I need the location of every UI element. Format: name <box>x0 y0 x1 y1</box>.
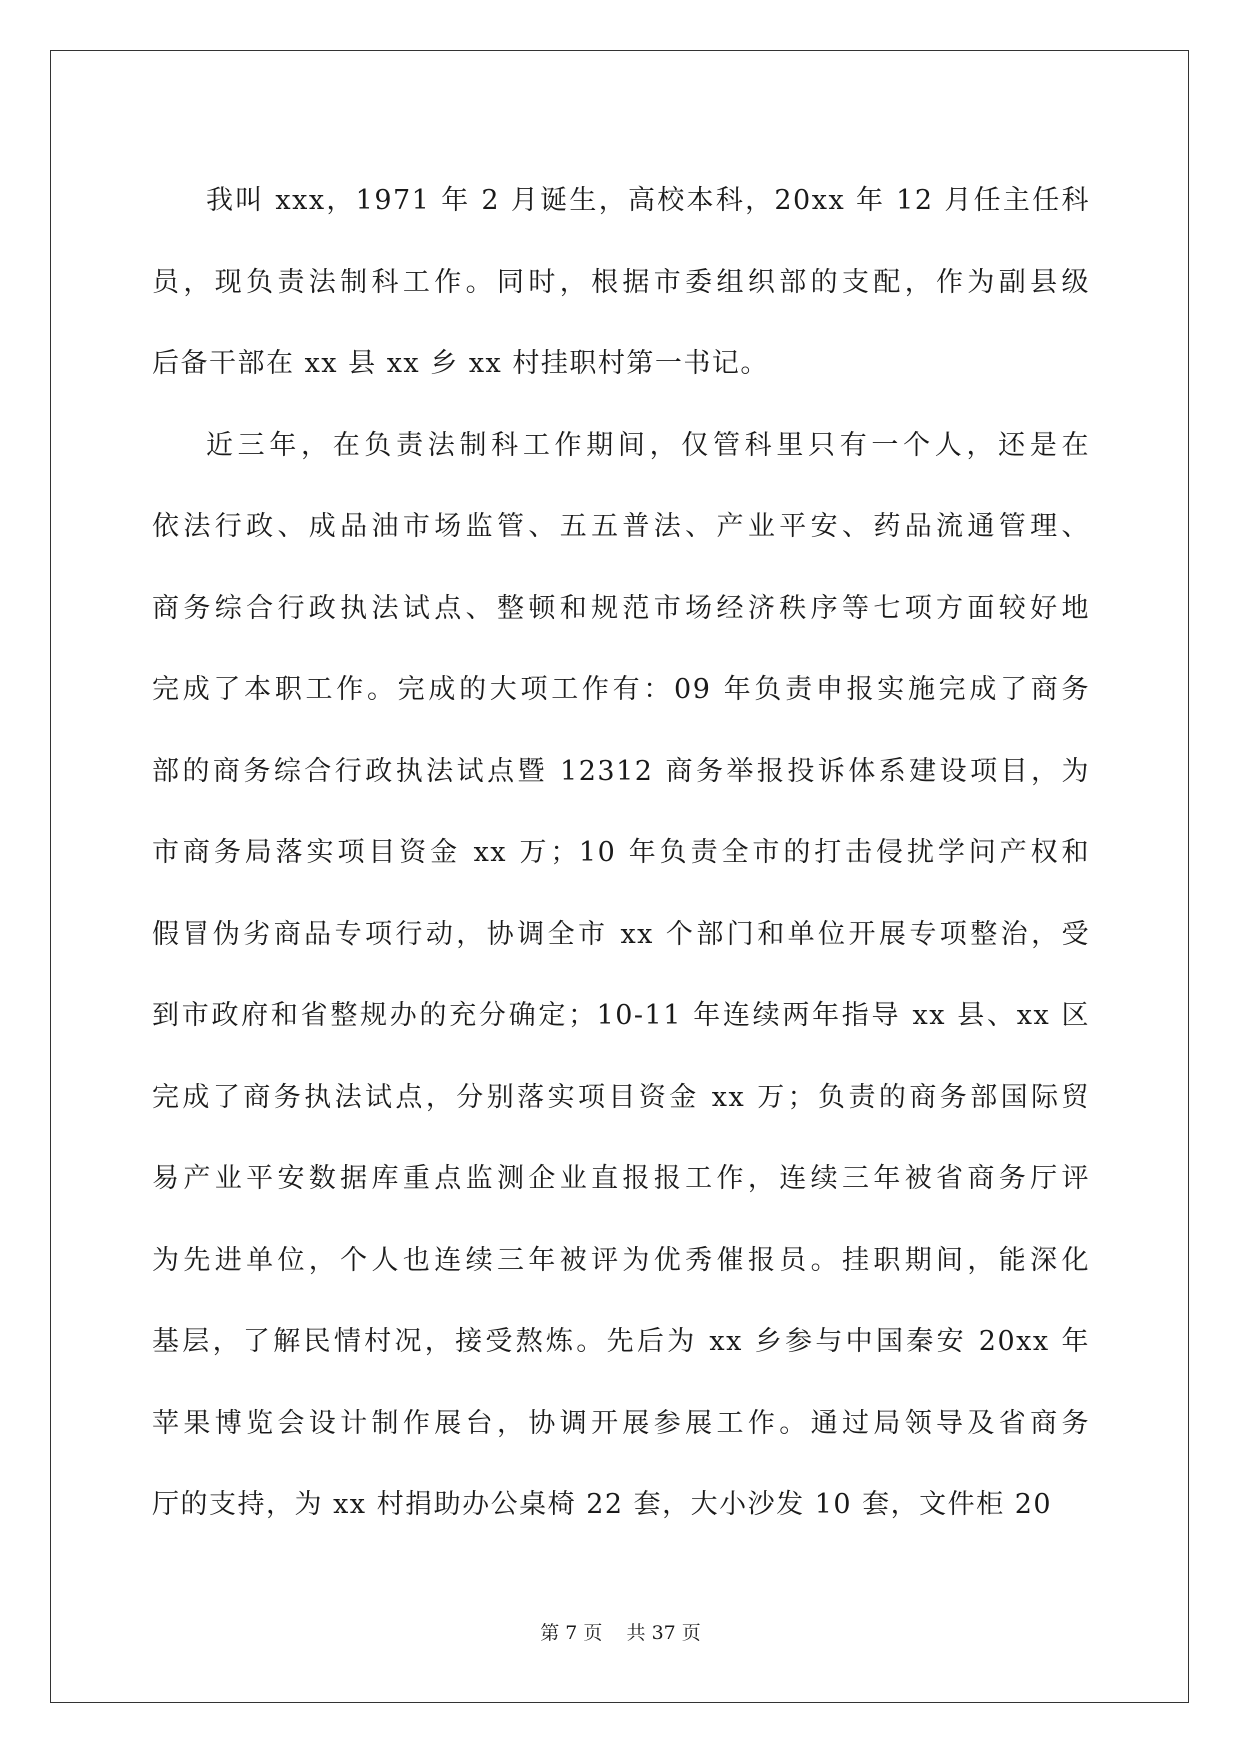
text-line: 依法行政、成品油市场监管、五五普法、产业平安、药品流通管理、 <box>152 511 1090 542</box>
text-line: 完成了本职工作。完成的大项工作有：09 年负责申报实施完成了商务 <box>152 674 1090 705</box>
page-number: 第 7 页 <box>540 1622 603 1644</box>
text-line: 假冒伪劣商品专项行动，协调全市 xx 个部门和单位开展专项整治，受 <box>152 918 1090 950</box>
paragraph-2 <box>152 405 1090 1546</box>
paragraph-1 <box>152 160 1090 405</box>
text-line: 员，现负责法制科工作。同时，根据市委组织部的支配，作为副县级 <box>152 266 1090 298</box>
text-line: 近三年，在负责法制科工作期间，仅管科里只有一个人，还是在 <box>206 429 1090 461</box>
text-line: 苹果博览会设计制作展台，协调开展参展工作。通过局领导及省商务 <box>152 1407 1090 1439</box>
text-line: 为先进单位，个人也连续三年被评为优秀催报员。挂职期间，能深化 <box>152 1244 1090 1276</box>
text-line: 部的商务综合行政执法试点暨 12312 商务举报投诉体系建设项目，为 <box>152 755 1090 787</box>
text-line: 市商务局落实项目资金 xx 万；10 年负责全市的打击侵扰学问产权和 <box>152 837 1090 868</box>
text-line: 后备干部在 xx 县 xx 乡 xx 村挂职村第一书记。 <box>152 348 769 379</box>
text-line: 商务综合行政执法试点、整顿和规范市场经济秩序等七项方面较好地 <box>152 592 1090 624</box>
page-total: 共 37 页 <box>626 1622 701 1644</box>
text-line: 到市政府和省整规办的充分确定；10-11 年连续两年指导 xx 县、xx 区 <box>152 1000 1090 1031</box>
text-line: 基层，了解民情村况，接受熬炼。先后为 xx 乡参与中国秦安 20xx 年 <box>152 1326 1090 1357</box>
text-line: 厅的支持，为 xx 村捐助办公桌椅 22 套，大小沙发 10 套，文件柜 20 <box>152 1489 1053 1520</box>
text-line: 我叫 xxx，1971 年 2 月诞生，高校本科，20xx 年 12 月任主任科 <box>206 185 1090 216</box>
document-body <box>152 160 1090 1546</box>
text-line: 易产业平安数据库重点监测企业直报报工作，连续三年被省商务厅评 <box>152 1163 1090 1194</box>
page-footer <box>0 1618 1241 1645</box>
text-line: 完成了商务执法试点，分别落实项目资金 xx 万；负责的商务部国际贸 <box>152 1081 1090 1113</box>
